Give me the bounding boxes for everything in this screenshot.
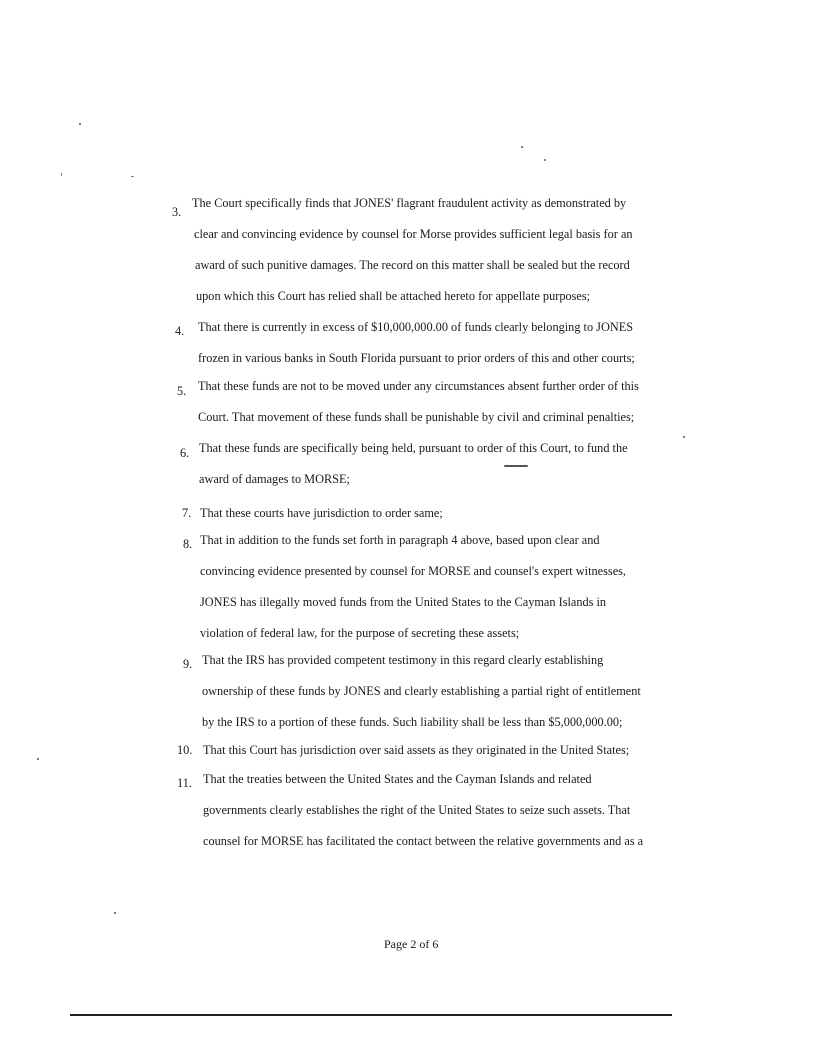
paragraph-line: ownership of these funds by JONES and clearly establishing a partial right of entitlement bbox=[202, 684, 641, 698]
paragraph-line: counsel for MORSE has facilitated the contact between the relative governments and as a bbox=[203, 834, 644, 848]
paragraph-line: violation of federal law, for the purpose of secreting these assets; bbox=[200, 626, 520, 640]
paragraph-number: 6. bbox=[180, 446, 190, 460]
paragraph-line: governments clearly establishes the right of the United States to seize such assets. That bbox=[203, 803, 631, 817]
scan-speck bbox=[131, 176, 134, 177]
paragraph-line: convincing evidence presented by counsel for MORSE and counsel's expert witnesses, bbox=[200, 564, 627, 578]
paragraph-line: That these courts have jurisdiction to order same; bbox=[200, 506, 443, 520]
paragraph-number: 9. bbox=[183, 657, 193, 671]
paragraph-line: by the IRS to a portion of these funds. Such liability shall be less than $5,000,000.00; bbox=[202, 715, 623, 729]
paragraph-line: That the IRS has provided competent testimony in this regard clearly establishing bbox=[202, 653, 604, 667]
scan-speck bbox=[37, 758, 39, 760]
paragraph-number: 10. bbox=[177, 743, 193, 757]
scan-speck bbox=[521, 146, 523, 148]
scan-speck bbox=[683, 436, 685, 438]
paragraph-line: That this Court has jurisdiction over said assets as they originated in the United States; bbox=[203, 743, 630, 757]
paragraph-line: upon which this Court has relied shall be attached hereto for appellate purposes; bbox=[196, 289, 591, 303]
paragraph-line: frozen in various banks in South Florida pursuant to prior orders of this and other courts; bbox=[198, 351, 635, 365]
paragraph-number: 11. bbox=[177, 776, 192, 790]
paragraph-line: That in addition to the funds set forth in paragraph 4 above, based upon clear and bbox=[200, 533, 600, 547]
paragraph-line: clear and convincing evidence by counsel for Morse provides sufficient legal basis for an bbox=[194, 227, 633, 241]
paragraph-line: That there is currently in excess of $10,000,000.00 of funds clearly belonging to JONES bbox=[198, 320, 634, 334]
paragraph-line: award of damages to MORSE; bbox=[199, 472, 350, 486]
footer-rule bbox=[70, 1014, 672, 1016]
scan-speck bbox=[114, 912, 116, 914]
paragraph-number: 4. bbox=[175, 324, 185, 338]
scan-speck bbox=[504, 465, 528, 467]
paragraph-line: The Court specifically finds that JONES' flagrant fraudulent activity as demonstrated by bbox=[192, 196, 627, 210]
paragraph-line: award of such punitive damages. The record on this matter shall be sealed but the record bbox=[195, 258, 630, 272]
paragraph-line: That the treaties between the United States and the Cayman Islands and related bbox=[203, 772, 592, 786]
paragraph-line: That these funds are specifically being held, pursuant to order of this Court, to fund the bbox=[199, 441, 628, 455]
paragraph-line: That these funds are not to be moved under any circumstances absent further order of this bbox=[198, 379, 639, 393]
paragraph-line: Court. That movement of these funds shall be punishable by civil and criminal penalties; bbox=[198, 410, 635, 424]
paragraph-number: 8. bbox=[183, 537, 193, 551]
paragraph-number: 5. bbox=[177, 384, 187, 398]
paragraph-number: 7. bbox=[182, 506, 192, 520]
scan-speck bbox=[544, 159, 546, 161]
scan-speck bbox=[79, 123, 81, 125]
paragraph-number: 3. bbox=[172, 205, 182, 219]
paragraph-line: JONES has illegally moved funds from the United States to the Cayman Islands in bbox=[200, 595, 607, 609]
page-number: Page 2 of 6 bbox=[384, 937, 439, 951]
scan-speck bbox=[61, 173, 62, 176]
